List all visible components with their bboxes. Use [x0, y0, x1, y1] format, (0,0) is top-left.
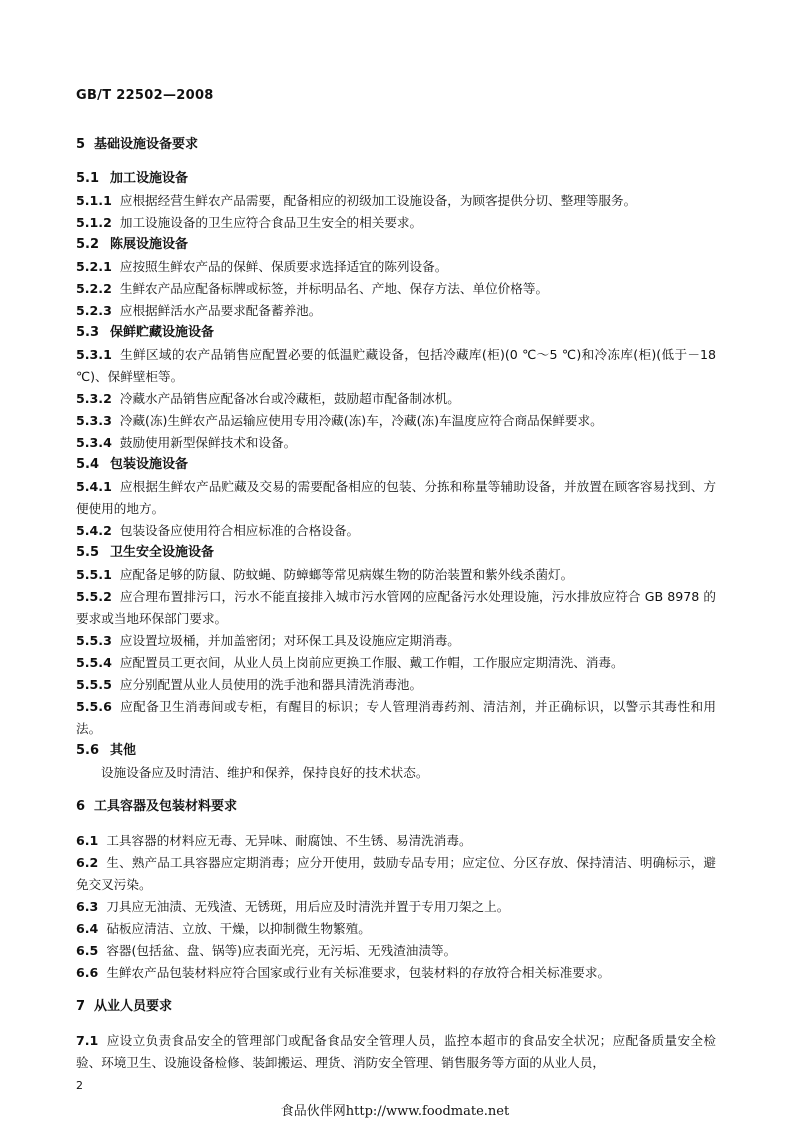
footer-url[interactable]: http://www.foodmate.net: [345, 1104, 510, 1119]
clause: 6.6 生鲜农产品包装材料应符合国家或行业有关标准要求，包装材料的存放符合相关标准要求。: [76, 965, 611, 980]
clause: 5.3.2 冷藏水产品销售应配备冰台或冷藏柜，鼓励超市配备制冰机。: [76, 391, 460, 406]
clause: 6.4 砧板应清洁、立放、干燥，以抑制微生物繁殖。: [76, 921, 371, 936]
subsection-heading: 5.2 陈展设施设备: [76, 237, 189, 252]
clause: 5.5.5 应分别配置从业人员使用的洗手池和器具清洗消毒池。: [76, 677, 423, 692]
clause: 5.3.3 冷藏(冻)生鲜农产品运输应使用专用冷藏(冻)车，冷藏(冻)车温度应符合商品保鲜要求。: [76, 413, 603, 428]
clause: 5.5.6 应配备卫生消毒间或专柜，有醒目的标识；专人管理消毒药剂、清洁剂，并正确标识，以警示其毒性和用法。: [76, 699, 716, 736]
clause: 5.3.4 鼓励使用新型保鲜技术和设备。: [76, 435, 297, 450]
clause: 6.5 容器(包括盆、盘、锅等)应表面光亮，无污垢、无残渣油渍等。: [76, 943, 457, 958]
section-heading: 5 基础设施设备要求: [76, 137, 199, 152]
footer-site-name: 食品伙伴网: [280, 1104, 346, 1119]
standard-code: GB/T 22502—2008: [76, 88, 214, 103]
clause: 6.1 工具容器的材料应无毒、无异味、耐腐蚀、不生锈、易清洗消毒。: [76, 833, 472, 848]
section-heading: 7 从业人员要求: [76, 999, 173, 1014]
subsection-heading: 5.1 加工设施设备: [76, 171, 189, 186]
clause: 5.1.1 应根据经营生鲜农产品需要，配备相应的初级加工设施设备，为顾客提供分切、整理等服务。: [76, 193, 637, 208]
clause: 5.5.1 应配备足够的防鼠、防蚊蝇、防蟑螂等常见病媒生物的防治装置和紫外线杀菌灯。: [76, 567, 574, 582]
page-number: 2: [76, 1079, 83, 1092]
footer-watermark: [0, 1100, 790, 1119]
clause: 6.3 刀具应无油渍、无残渣、无锈斑，用后应及时清洗并置于专用刀架之上。: [76, 899, 510, 914]
clause: 6.2 生、熟产品工具容器应定期消毒；应分开使用，鼓励专品专用；应定位、分区存放、保持清洁、明确标示，避免交叉污染。: [76, 855, 716, 892]
subsection-heading: 5.5 卫生安全设施设备: [76, 545, 215, 560]
subsection-heading: 5.3 保鲜贮藏设施设备: [76, 325, 215, 340]
clause: 5.4.2 包装设备应使用符合相应标准的合格设备。: [76, 523, 360, 538]
clause: 5.4.1 应根据生鲜农产品贮藏及交易的需要配备相应的包装、分拣和称量等辅助设备，并放置在顾客容易找到、方便使用的地方。: [76, 479, 716, 516]
clause: 5.1.2 加工设施设备的卫生应符合食品卫生安全的相关要求。: [76, 215, 423, 230]
subsection-heading: 5.4 包装设施设备: [76, 457, 189, 472]
clause: 5.5.4 应配置员工更衣间，从业人员上岗前应更换工作服、戴工作帽，工作服应定期清洗、消毒。: [76, 655, 624, 670]
clause: 5.3.1 生鲜区域的农产品销售应配置必要的低温贮藏设备，包括冷藏库(柜)(0 ℃～5 ℃)和冷冻库(柜)(低于－18 ℃)、保鲜壁柜等。: [76, 347, 716, 384]
subsection-heading: 5.6 其他: [76, 743, 137, 758]
paragraph: 设施设备应及时清洁、维护和保养，保持良好的技术状态。: [101, 765, 429, 780]
clause: 5.5.3 应设置垃圾桶，并加盖密闭；对环保工具及设施应定期消毒。: [76, 633, 460, 648]
document-body: [76, 134, 716, 1074]
clause: 5.2.2 生鲜农产品应配备标牌或标签，并标明品名、产地、保存方法、单位价格等。: [76, 281, 549, 296]
clause: 5.5.2 应合理布置排污口，污水不能直接排入城市污水管网的应配备污水处理设施，污水排放应符合 GB 8978 的要求或当地环保部门要求。: [76, 589, 716, 626]
clause: 5.2.1 应按照生鲜农产品的保鲜、保质要求选择适宜的陈列设备。: [76, 259, 448, 274]
clause: 5.2.3 应根据鲜活水产品要求配备蓄养池。: [76, 303, 322, 318]
section-heading: 6 工具容器及包装材料要求: [76, 799, 238, 814]
clause: 7.1 应设立负责食品安全的管理部门或配备食品安全管理人员，监控本超市的食品安全状况；应配备质量安全检验、环境卫生、设施设备检修、装卸搬运、理货、消防安全管理、销售服务等方面的从业人员，: [76, 1033, 716, 1070]
